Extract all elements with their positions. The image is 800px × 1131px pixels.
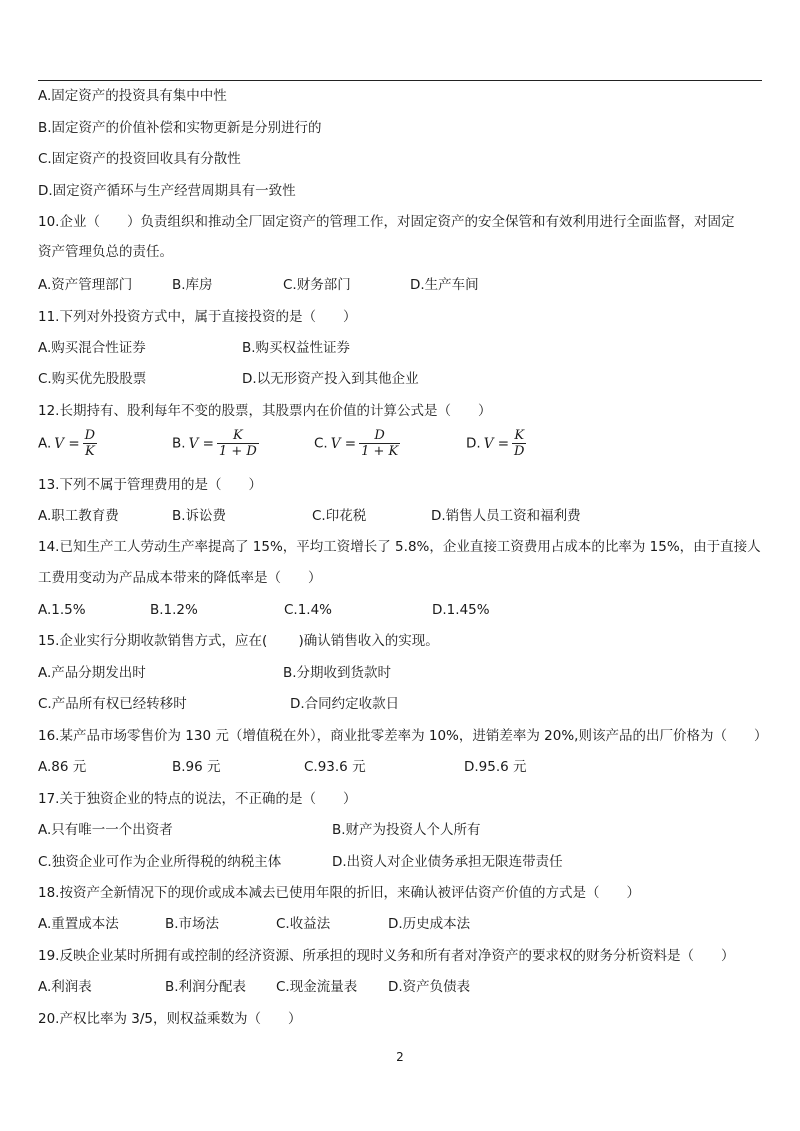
q18-option-d: D.历史成本法	[388, 916, 471, 932]
q9-option-b: B.固定资产的价值补偿和实物更新是分别进行的	[38, 120, 322, 136]
q12-option-c-fraction	[359, 428, 400, 459]
q12-option-a-denominator: K	[85, 444, 95, 459]
q16-option-a: A.86 元	[38, 759, 87, 775]
q10-stem-line1: 10.企业（ ）负责组织和推动全厂固定资产的管理工作，对固定资产的安全保管和有效利用进行全面监督，对固定	[38, 214, 735, 230]
q14-option-c: C.1.4%	[284, 602, 333, 618]
q13-option-c: C.印花税	[312, 508, 367, 524]
q12-option-d-numerator: K	[512, 428, 526, 444]
q19-option-b: B.利润分配表	[165, 979, 247, 995]
q12-option-d-label: D.	[466, 435, 481, 452]
q13-option-b: B.诉讼费	[172, 508, 227, 524]
q15-option-c: C.产品所有权已经转移时	[38, 696, 187, 712]
q20-stem: 20.产权比率为 3/5，则权益乘数为（ ）	[38, 1011, 302, 1027]
q18-stem: 18.按资产全新情况下的现价或成本减去已使用年限的折旧，来确认被评估资产价值的方式是（ ）	[38, 885, 640, 901]
q12-option-b-label: B.	[172, 435, 186, 452]
q18-option-b: B.市场法	[165, 916, 220, 932]
q17-option-a: A.只有唯一一个出资者	[38, 822, 173, 838]
q9-option-c: C.固定资产的投资回收具有分散性	[38, 151, 241, 167]
q12-option-a-label: A.	[38, 435, 52, 452]
q10-option-b: B.库房	[172, 277, 213, 293]
q19-option-c: C.现金流量表	[276, 979, 358, 995]
header-rule	[38, 80, 762, 81]
q12-option-b-denominator: 1 + D	[218, 444, 257, 459]
q10-option-d: D.生产车间	[410, 277, 479, 293]
q13-option-d: D.销售人员工资和福利费	[431, 508, 581, 524]
q16-option-b: B.96 元	[172, 759, 221, 775]
q12-option-d-lhs: V =	[483, 435, 510, 452]
q12-option-a	[38, 428, 97, 459]
q11-stem: 11.下列对外投资方式中，属于直接投资的是（ ）	[38, 309, 357, 325]
q19-option-a: A.利润表	[38, 979, 92, 995]
q11-option-c: C.购买优先股股票	[38, 371, 147, 387]
q19-option-d: D.资产负债表	[388, 979, 471, 995]
q12-option-a-numerator: D	[84, 428, 96, 443]
q11-option-b: B.购买权益性证券	[242, 340, 351, 356]
q15-option-d: D.合同约定收款日	[290, 696, 400, 712]
q15-stem: 15.企业实行分期收款销售方式，应在( )确认销售收入的实现。	[38, 633, 439, 649]
page-number: 2	[396, 1050, 404, 1064]
q16-option-d: D.95.6 元	[464, 759, 527, 775]
q18-option-c: C.收益法	[276, 916, 331, 932]
q17-option-c: C.独资企业可作为企业所得税的纳税主体	[38, 854, 282, 870]
q14-stem-line2: 工费用变动为产品成本带来的降低率是（ ）	[38, 570, 322, 586]
q12-option-b-numerator: K	[217, 428, 259, 444]
q10-option-c: C.财务部门	[283, 277, 351, 293]
q12-option-d-fraction	[512, 428, 526, 459]
q19-stem: 19.反映企业某时所拥有或控制的经济资源、所承担的现时义务和所有者对净资产的要求权的财务分析资料是（ ）	[38, 948, 735, 964]
q12-option-b-lhs: V =	[188, 435, 214, 452]
q12-option-b	[172, 428, 259, 459]
q12-option-a-fraction	[83, 428, 97, 459]
q18-option-a: A.重置成本法	[38, 916, 119, 932]
q12-option-c-label: C.	[314, 435, 328, 452]
q12-option-c	[314, 428, 400, 459]
q9-option-d: D.固定资产循环与生产经营周期具有一致性	[38, 183, 296, 199]
q17-stem: 17.关于独资企业的特点的说法，不正确的是（ ）	[38, 791, 357, 807]
q14-stem-line1: 14.已知生产工人劳动生产率提高了 15%，平均工资增长了 5.8%，企业直接工资费用占成本的比率为 15%，由于直接人	[38, 539, 761, 555]
q17-option-b: B.财产为投资人个人所有	[332, 822, 481, 838]
q15-option-a: A.产品分期发出时	[38, 665, 146, 681]
q9-option-a: A.固定资产的投资具有集中中性	[38, 88, 227, 104]
q12-stem: 12.长期持有、股利每年不变的股票，其股票内在价值的计算公式是（ ）	[38, 403, 492, 419]
q10-stem-line2: 资产管理负总的责任。	[38, 244, 173, 260]
q14-option-a: A.1.5%	[38, 602, 86, 618]
q16-stem: 16.某产品市场零售价为 130 元（增值税在外），商业批零差率为 10%，进销差率为 20%,则该产品的出厂价格为（ ）	[38, 728, 768, 744]
q17-option-d: D.出资人对企业债务承担无限连带责任	[332, 854, 563, 870]
q12-option-a-lhs: V =	[54, 435, 80, 452]
q12-option-b-fraction	[217, 428, 259, 459]
q12-option-d	[466, 428, 526, 459]
q14-option-d: D.1.45%	[432, 602, 490, 618]
q12-option-c-lhs: V =	[330, 435, 357, 452]
q12-option-d-denominator: D	[514, 444, 525, 459]
q10-option-a: A.资产管理部门	[38, 277, 133, 293]
q11-option-a: A.购买混合性证券	[38, 340, 146, 356]
q14-option-b: B.1.2%	[150, 602, 198, 618]
q13-option-a: A.职工教育费	[38, 508, 119, 524]
q11-option-d: D.以无形资产投入到其他企业	[242, 371, 419, 387]
q12-option-c-denominator: 1 + K	[361, 444, 399, 459]
q13-stem: 13.下列不属于管理费用的是（ ）	[38, 477, 262, 493]
q16-option-c: C.93.6 元	[304, 759, 366, 775]
q12-option-c-numerator: D	[359, 428, 400, 444]
q15-option-b: B.分期收到货款时	[283, 665, 392, 681]
